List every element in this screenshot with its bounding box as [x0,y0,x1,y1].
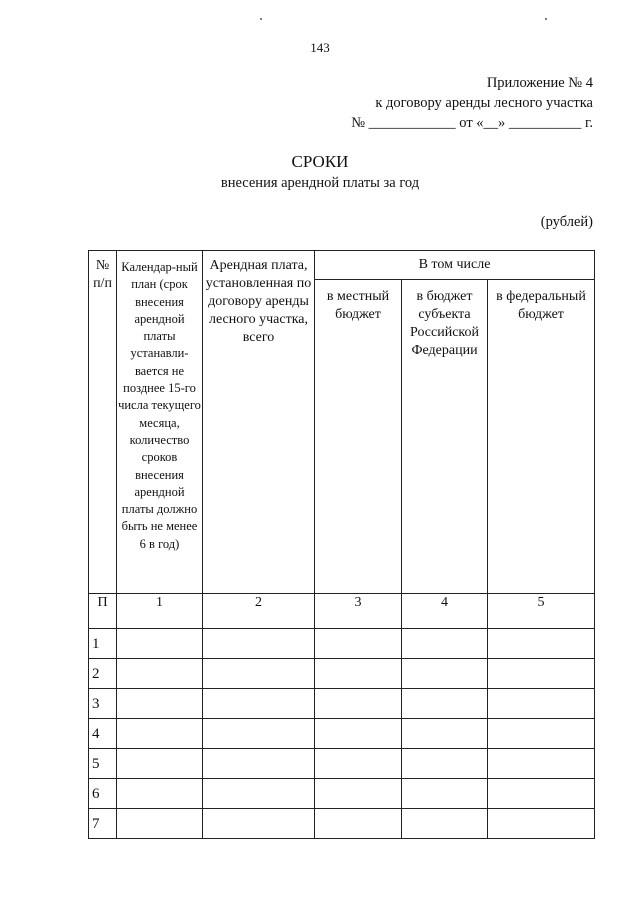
table-row [89,809,595,839]
table-cell [402,659,488,689]
row-number: 1 [89,629,117,659]
table-cell [488,749,595,779]
row-number: 5 [89,749,117,779]
table-cell [203,659,315,689]
table-cell [488,719,595,749]
column-number: 5 [488,594,595,629]
table-row [89,629,595,659]
appendix-line-3: № ____________ от «__» __________ г. [351,115,593,131]
row-number: 6 [89,779,117,809]
table-cell [315,629,402,659]
table-row [89,689,595,719]
column-number: П [89,594,117,629]
page-number: 143 [310,40,330,55]
header-including: В том числе [315,251,595,280]
units-label: (рублей) [540,214,593,230]
appendix-line-2: к договору аренды лесного участка [375,95,593,111]
table-row [89,719,595,749]
table-cell [315,659,402,689]
table-cell [203,809,315,839]
column-number-row [89,594,595,629]
payment-schedule-table [88,250,595,839]
table-row [89,779,595,809]
table-cell [488,779,595,809]
row-number: 3 [89,689,117,719]
row-number: 2 [89,659,117,689]
header-local-budget: в местный бюджет [315,280,402,594]
table-cell [203,629,315,659]
table-cell [488,689,595,719]
table-cell [315,779,402,809]
table-row [89,659,595,689]
scan-speck [545,18,547,20]
header-row-1 [89,251,595,280]
table-cell [117,749,203,779]
table-cell [203,689,315,719]
table-cell [117,809,203,839]
table-cell [402,809,488,839]
table-cell [117,779,203,809]
table-cell [315,689,402,719]
table-cell [117,659,203,689]
column-number: 4 [402,594,488,629]
header-rent-total: Арендная плата, установленная по договору аренды лесного участка, всего [203,251,315,594]
row-number: 7 [89,809,117,839]
header-federal-budget: в федеральный бюджет [488,280,595,594]
table-cell [402,719,488,749]
scan-speck [260,18,262,20]
table-cell [315,719,402,749]
table-cell [402,629,488,659]
table-cell [488,659,595,689]
document-subtitle: внесения арендной платы за год [220,175,420,191]
appendix-line-1: Приложение № 4 [486,75,593,91]
document-title: СРОКИ [291,152,349,171]
table-cell [203,749,315,779]
table-cell [402,749,488,779]
column-number: 2 [203,594,315,629]
column-number: 3 [315,594,402,629]
header-no: № п/п [89,251,117,594]
header-subject-budget: в бюджет субъекта Российской Федерации [402,280,488,594]
table-cell [315,749,402,779]
table-cell [117,629,203,659]
header-calendar-plan: Календар-ный план (срок внесения арендной платы устанавли-вается не позднее 15-го числа текущего месяца, количество сроков внесения арендной платы должно быть не менее 6 в год) [117,251,203,594]
table-cell [203,719,315,749]
table-cell [488,629,595,659]
table-cell [117,719,203,749]
table-cell [488,809,595,839]
table-row [89,749,595,779]
table-cell [402,689,488,719]
table-cell [315,809,402,839]
table-cell [402,779,488,809]
table-cell [117,689,203,719]
table-cell [203,779,315,809]
row-number: 4 [89,719,117,749]
column-number: 1 [117,594,203,629]
